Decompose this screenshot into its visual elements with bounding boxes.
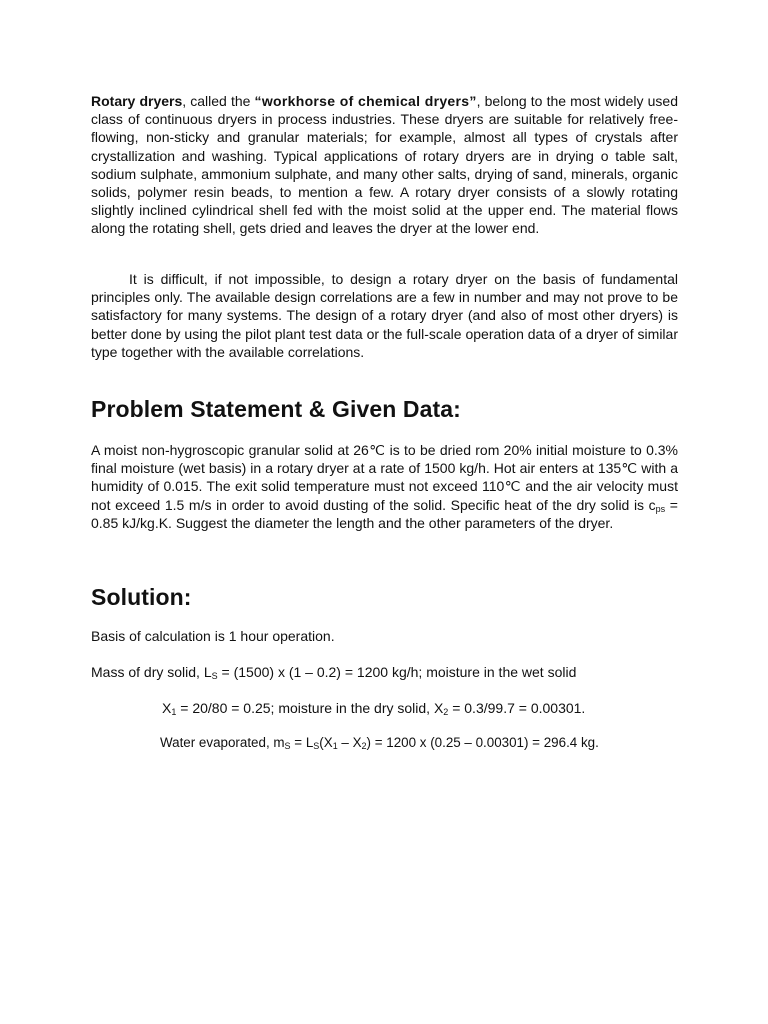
intro-paragraph <box>91 92 678 238</box>
water-text-c: (X <box>319 735 333 750</box>
x2-text-b: = 0.3/99.7 = 0.00301. <box>448 700 586 716</box>
moisture-line <box>162 700 585 716</box>
design-paragraph: It is difficult, if not impossible, to design a rotary dryer on the basis of fundamental principles only. The available design correlations are a few in number and may not prove to be satisfactory for many systems. The design of a rotary dryer (and also of most other dryers) is better done by using the pilot plant test data or the full-scale operation data of a dryer of similar type together with the available correlations. <box>91 271 678 360</box>
solution-heading: Solution: <box>91 584 192 610</box>
problem-cps-subscript: ps <box>655 503 666 514</box>
problem-text-a: A moist non-hygroscopic granular solid at 26℃ is to be dried rom 20% initial moisture to 0.3% final moisture (wet basis) in a rotary dryer at a rate of 1500 kg/h. Hot air enters at 135℃ with a humidity of 0.015. The exit solid temperature must not exceed 110℃ and the air velocity must not exceed 1.5 m/s in order to avoid dusting of the solid. Specific heat of the dry solid is c <box>91 442 678 513</box>
x1-text-b: = 20/80 = 0.25; moisture in the dry solid, X <box>176 700 444 716</box>
mass-text-b: = (1500) x (1 – 0.2) = 1200 kg/h; moisture in the wet solid <box>217 664 577 680</box>
intro-rest: , belong to the most widely used class of continuous dryers in process industries. These dryers are suitable for relatively free-flowing, non-sticky and granular materials; for example, almost all types of crystals after crystallization and washing. Typical applications of rotary dryers are in drying o table salt, sodium sulphate, ammonium sulphate, and many other salts, drying of sand, minerals, organic solids, polymer resin beads, to mention a few. A rotary dryer consists of a slowly rotating slightly inclined cylindrical shell fed with the moist solid at the upper end. The material flows along the rotating shell, gets dried and leaves the dryer at the lower end. <box>91 93 678 237</box>
water-text-d: – X <box>337 735 362 750</box>
water-subscript-s2: S <box>313 741 320 751</box>
water-subscript-2: 2 <box>361 741 367 751</box>
water-subscript-1: 1 <box>332 741 338 751</box>
problem-heading: Problem Statement & Given Data: <box>91 396 461 422</box>
intro-nickname: “workhorse of chemical dryers” <box>254 93 477 109</box>
mass-text-a: Mass of dry solid, L <box>91 664 212 680</box>
intro-called-text: , called the <box>182 93 255 109</box>
water-text-e: ) = 1200 x (0.25 – 0.00301) = 296.4 kg. <box>366 735 599 750</box>
mass-line <box>91 664 576 680</box>
water-subscript-s: S <box>284 741 291 751</box>
water-text-a: Water evaporated, m <box>160 735 285 750</box>
problem-text-b: = 0.85 kJ/kg.K. Suggest the diameter the length and the other parameters of the dryer. <box>91 496 678 531</box>
problem-paragraph <box>91 441 678 532</box>
intro-term: Rotary dryers <box>91 93 183 109</box>
water-line <box>160 735 599 750</box>
water-text-b: = L <box>290 735 314 750</box>
x1-subscript: 1 <box>171 707 177 717</box>
basis-line: Basis of calculation is 1 hour operation. <box>91 628 335 644</box>
x2-subscript: 2 <box>443 707 449 717</box>
mass-subscript: S <box>211 671 218 681</box>
x1-text-a: X <box>162 700 172 716</box>
